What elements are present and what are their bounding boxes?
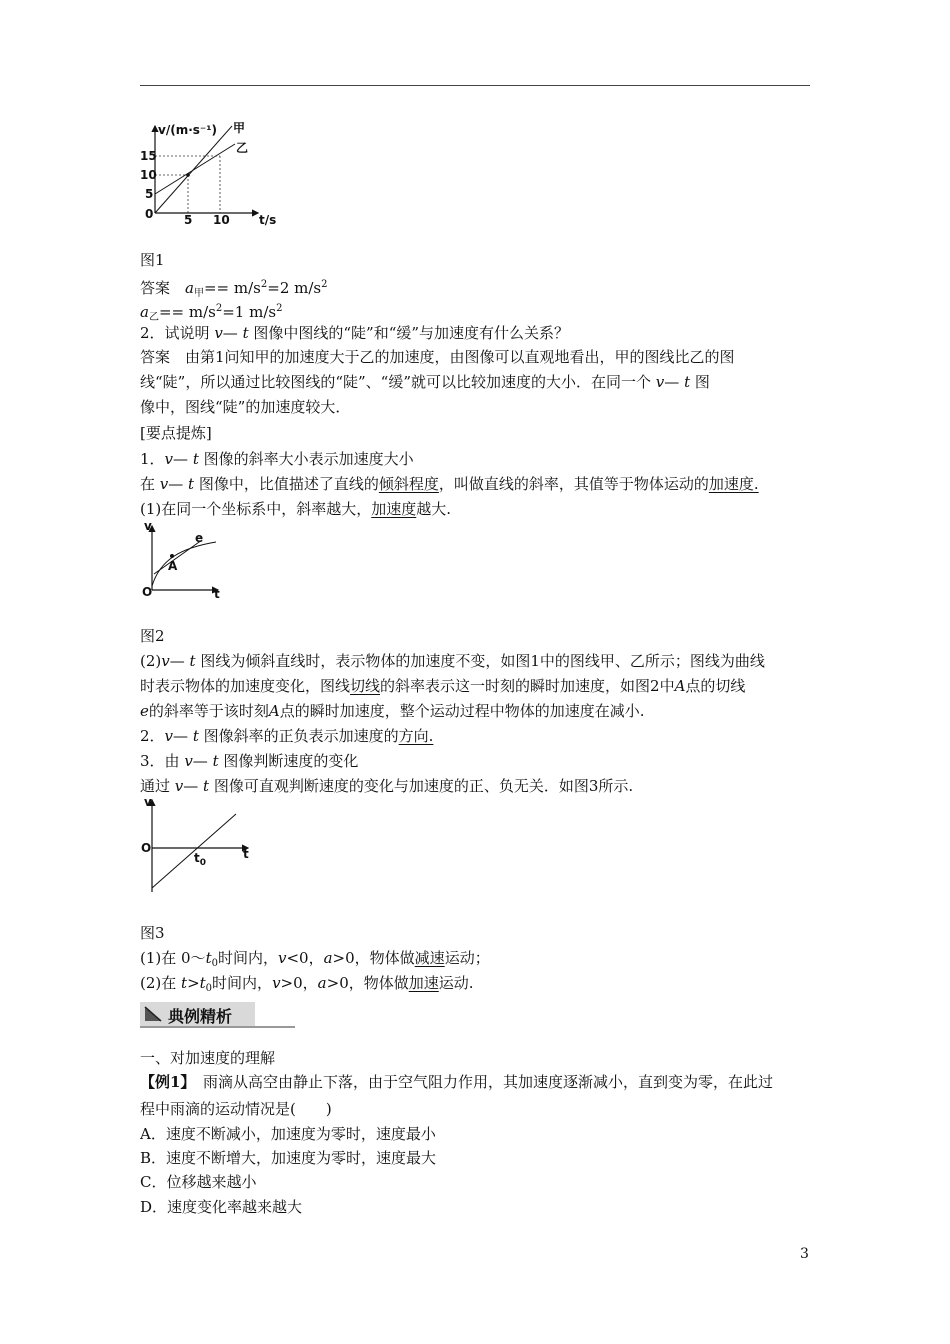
- key-point-3-detail: 通过 v— t 图像可直观判断速度的变化与加速度的正、负无关．如图3所示.: [140, 777, 634, 795]
- svg-text:O: O: [142, 585, 153, 599]
- fig1-xtick-10: 10: [213, 213, 230, 227]
- fig1-xtick-5: 5: [184, 213, 193, 227]
- fig1-tick-15: 15: [140, 149, 157, 163]
- page-number: 3: [800, 1246, 809, 1262]
- option-b: B．速度不断增大，加速度为零时，速度最大: [140, 1149, 437, 1167]
- key-point-1: 1．v— t 图像的斜率大小表示加速度大小: [140, 450, 414, 468]
- fig1-line-yi: [155, 144, 235, 194]
- key-point-2: 2．v— t 图像斜率的正负表示加速度的方向.: [140, 727, 434, 745]
- section-header: [140, 1002, 295, 1028]
- answer2-line2: 线“陡”，所以通过比较图线的“陡”、“缓”就可以比较加速度的大小．在同一个 v— t 图: [140, 373, 710, 391]
- section-slash-icon: [143, 1005, 163, 1023]
- svg-text:A: A: [168, 559, 178, 573]
- fig1-tick-10: 10: [140, 168, 157, 182]
- key-point-1-detail: 在 v— t 图像中，比值描述了直线的倾斜程度，叫做直线的斜率，其值等于物体运动的加速度.: [140, 475, 759, 493]
- answer1-line1: 答案 $a_甲== m/s^2=2$ $m/s^2$: [140, 279, 328, 299]
- answer2-line1: 答案 由第1问知甲的加速度大于乙的加速度，由图像可以直观地看出，甲的图线比乙的图: [140, 348, 735, 366]
- fig1-caption: 图1: [140, 251, 165, 269]
- svg-text:v: v: [144, 520, 152, 533]
- example-1-line1: 【例1】 雨滴从高空由静止下落，由于空气阻力作用，其加速度逐渐减小，直到变为零，在此过: [140, 1073, 773, 1091]
- figure-1-vt-graph: [140, 118, 290, 228]
- fig1-label-yi: 乙: [236, 141, 249, 155]
- svg-text:t: t: [243, 847, 249, 861]
- fig2-curve: [152, 542, 216, 586]
- key-point-3: 3．由 v— t 图像判断速度的变化: [140, 752, 359, 770]
- fig1-tick-0: 0: [145, 207, 154, 221]
- answer2-line3: 像中，图线“陡”的加速度较大．: [140, 398, 351, 416]
- svg-text:t0: $t_0$: [194, 851, 207, 868]
- svg-text:t: t: [214, 587, 220, 600]
- figure-2-curve-graph: [140, 520, 240, 600]
- fig1-x-label: t/s: [259, 213, 277, 227]
- key-point-1-item-2-line2: 时表示物体的加速度变化，图线切线的斜率表示这一时刻的瞬时加速度，如图2中A点的切线: [140, 677, 746, 695]
- svg-text:e: e: [195, 531, 204, 545]
- fig1-label-jia: 甲: [233, 121, 246, 135]
- option-c: C．位移越来越小: [140, 1173, 257, 1191]
- answer1-line2: $a_乙== m/s^2=1$ $m/s^2$: [140, 303, 283, 323]
- key-point-1-item-1: (1)在同一个坐标系中，斜率越大，加速度越大.: [140, 500, 452, 518]
- header-rule: [140, 85, 810, 86]
- fig3-caption: 图3: [140, 924, 165, 942]
- fig2-tangent-e: [154, 540, 202, 574]
- key-points-heading: [要点提炼]: [140, 424, 212, 442]
- sub-heading: 一、对加速度的理解: [140, 1049, 276, 1067]
- section-title: 典例精析: [168, 1007, 233, 1026]
- option-d: D．速度变化率越来越大: [140, 1198, 303, 1216]
- key-point-1-item-2-line1: (2)v— t 图线为倾斜直线时，表示物体的加速度不变，如图1中的图线甲、乙所示；图线为曲线: [140, 652, 765, 670]
- question-2: 2．试说明 v— t 图像中图线的“陡”和“缓”与加速度有什么关系？: [140, 324, 570, 342]
- figure-3-vt-graph: [140, 796, 260, 896]
- fig1-tick-5: 5: [145, 187, 154, 201]
- example-1-line2: 程中雨滴的运动情况是( ): [140, 1100, 332, 1118]
- key-point-1-item-2-line3: e的斜率等于该时刻A点的瞬时加速度，整个运动过程中物体的加速度在减小.: [140, 702, 645, 720]
- fig2-caption: 图2: [140, 627, 165, 645]
- svg-text:O: O: [141, 841, 152, 855]
- svg-text:v: v: [144, 796, 152, 809]
- option-a: A．速度不断减小，加速度为零时，速度最小: [140, 1125, 436, 1143]
- key-point-3-item-2: (2)在 $t>t_0$时间内，v>0，a>0，物体做加速运动.: [140, 974, 474, 994]
- key-point-3-item-1: (1)在 $0\sim t_0$时间内，v<0，a>0，物体做减速运动；: [140, 949, 490, 969]
- fig1-y-label: v/(m·s⁻¹): [158, 123, 217, 137]
